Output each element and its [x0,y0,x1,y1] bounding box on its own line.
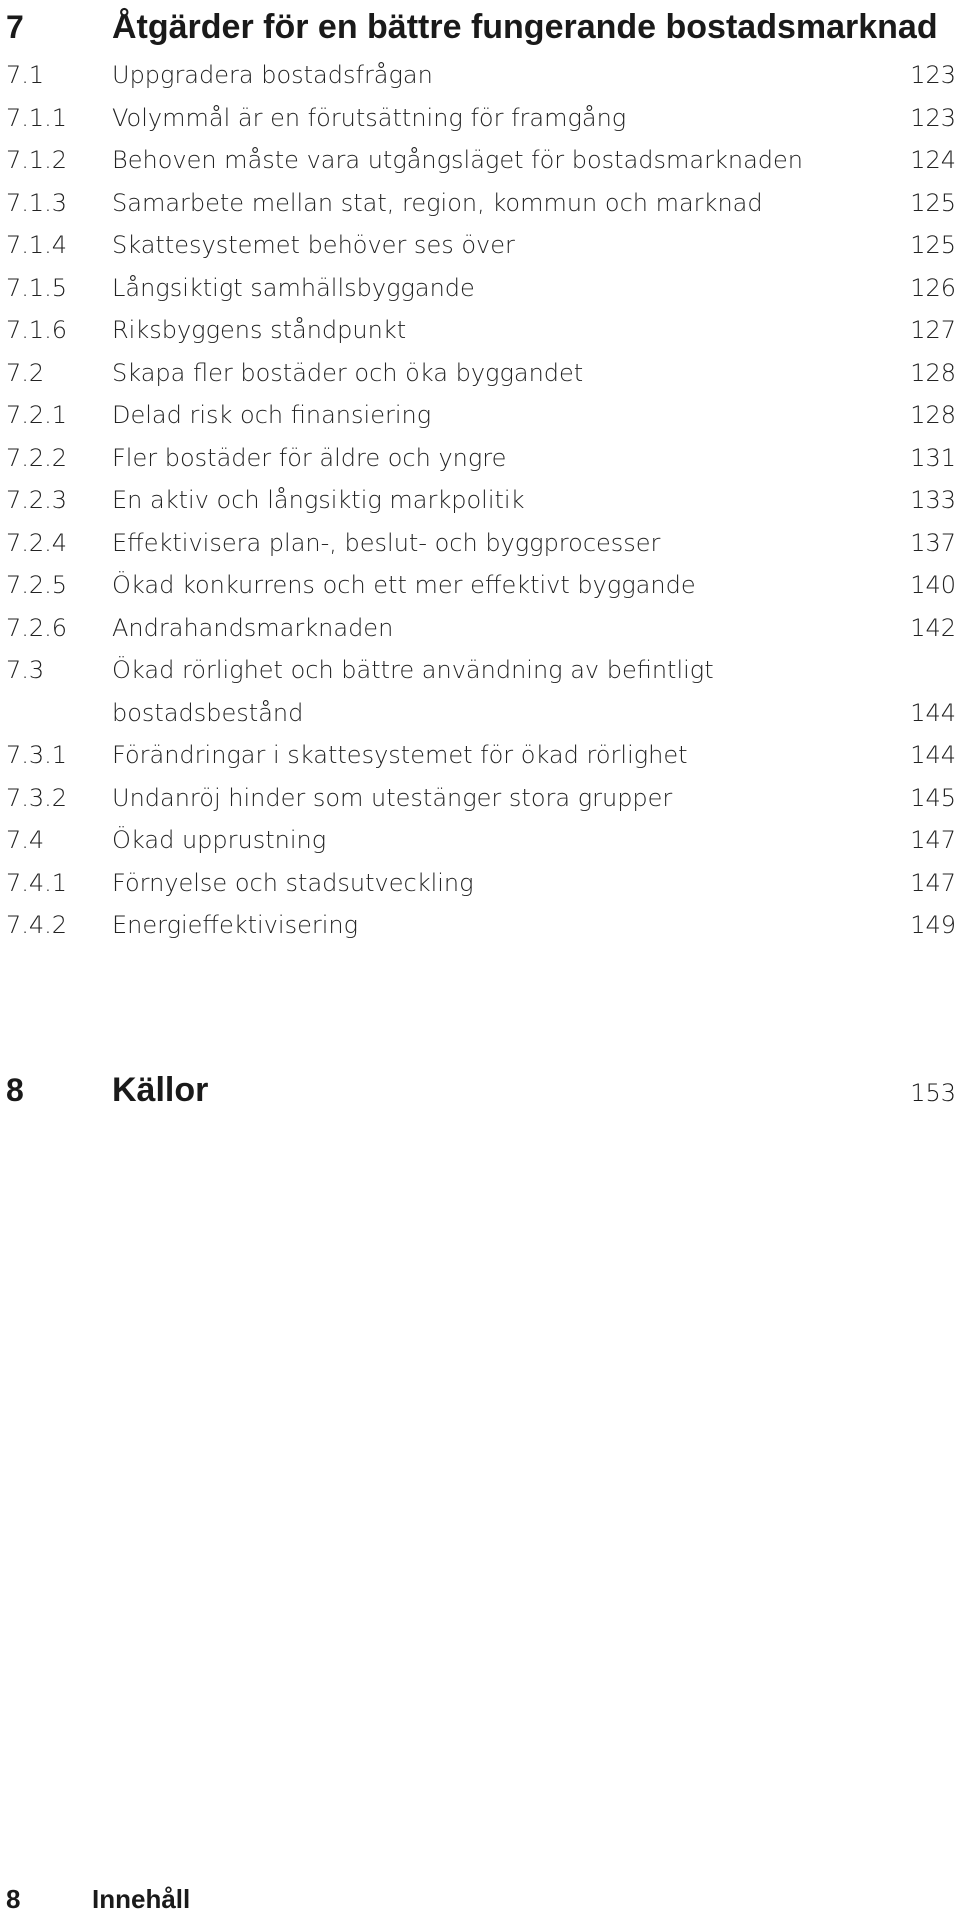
entry-page-number: 149 [910,911,956,939]
entry-title: Långsiktigt samhällsbyggande [112,273,475,302]
table-of-contents [0,0,960,947]
entry-number: 7.1.1 [6,103,68,132]
entry-number: 7.4.2 [6,911,68,939]
entry-page-number: 147 [910,826,956,854]
toc-entry [0,904,960,947]
entry-page-number: 124 [910,146,956,174]
entry-number: 7.1.4 [6,231,68,259]
toc-entry [0,862,960,905]
entry-page-number: 128 [910,401,956,429]
entry-title: Ökad konkurrens och ett mer effektivt byggande [112,571,696,599]
entry-number: 7.1.6 [6,316,68,344]
entry-number: 7.1.5 [6,273,68,302]
toc-entry [0,777,960,820]
entry-page-number: 140 [910,571,956,599]
entry-number: 7.2.4 [6,528,68,557]
entry-page-number: 123 [910,103,956,132]
entry-number: 7.2.6 [6,613,68,642]
entry-title: Riksbyggens ståndpunkt [112,316,407,344]
entry-page-number: 142 [910,613,956,642]
entry-number: 7.1.2 [6,146,68,174]
entry-title: Skattesystemet behöver ses över [112,231,515,259]
entry-title: Ökad upprustning [112,826,327,854]
entry-title: Andrahandsmarknaden [112,613,394,642]
toc-entry [0,819,960,862]
entry-title: Ökad rörlighet och bättre användning av befintligt bostadsbestånd [112,656,714,727]
entry-number: 7.2.1 [6,401,68,429]
entry-number: 7.2.3 [6,486,68,514]
page-footer [0,1884,960,1915]
toc-entry [0,479,960,522]
page-number: 153 [910,1079,956,1107]
entry-number: 7.2.2 [6,443,68,472]
entry-page-number: 144 [910,741,956,769]
footer-section-label: Innehåll [92,1884,191,1914]
entry-title: Behoven måste vara utgångsläget för bostadsmarknaden [112,146,804,174]
entry-number: 7.3.2 [6,783,68,812]
entry-number: 7.2 [6,358,45,387]
toc-entry [0,649,960,734]
entry-title: Uppgradera bostadsfrågan [112,61,433,89]
chapter-title: Åtgärder för en bättre fungerande bostadsmarknad [112,8,938,46]
entry-number: 7.2.5 [6,571,68,599]
entry-page-number: 125 [910,188,956,217]
entry-title: Samarbete mellan stat, region, kommun och marknad [112,188,763,217]
entry-title: Förändringar i skattesystemet för ökad rörlighet [112,741,688,769]
toc-entry [0,54,960,97]
toc-entry [0,139,960,182]
entry-page-number: 131 [910,443,956,472]
entry-title: Energieffektivisering [112,911,358,939]
entry-page-number: 128 [910,358,956,387]
entry-page-number: 125 [910,231,956,259]
toc-entry [0,267,960,310]
toc-entry [0,182,960,225]
chapter-8-heading [0,1066,960,1114]
toc-entry [0,394,960,437]
entry-page-number: 126 [910,273,956,302]
toc-entry [0,437,960,480]
toc-entry [0,309,960,352]
entry-title: Förnyelse och stadsutveckling [112,868,474,897]
entry-number: 7.3 [6,656,45,684]
toc-entries [0,54,960,947]
footer-page-number: 8 [6,1884,21,1914]
toc-entry [0,224,960,267]
entry-number: 7.1 [6,61,45,89]
entry-title: Skapa fler bostäder och öka byggandet [112,358,584,387]
chapter-7-heading [0,2,960,52]
chapter-number: 8 [6,1072,24,1108]
entry-number: 7.4.1 [6,868,68,897]
toc-entry [0,97,960,140]
entry-page-number: 127 [910,316,956,344]
toc-entry [0,607,960,650]
entry-page-number: 145 [910,783,956,812]
entry-title: Delad risk och finansiering [112,401,432,429]
toc-entry [0,734,960,777]
entry-number: 7.4 [6,826,45,854]
entry-page-number: 133 [910,486,956,514]
toc-entry [0,352,960,395]
entry-page-number: 137 [910,528,956,557]
entry-page-number: 123 [910,61,956,89]
chapter-title: Källor [112,1071,209,1109]
entry-title: Effektivisera plan-, beslut- och byggprocesser [112,528,661,557]
entry-page-number: 147 [910,868,956,897]
chapter-number: 7 [6,9,24,45]
entry-page-number: 144 [910,698,956,727]
entry-number: 7.1.3 [6,188,68,217]
entry-title: En aktiv och långsiktig markpolitik [112,486,525,514]
entry-title: Volymmål är en förutsättning för framgång [112,103,627,132]
entry-title: Fler bostäder för äldre och yngre [112,443,507,472]
entry-number: 7.3.1 [6,741,68,769]
entry-title: Undanröj hinder som utestänger stora grupper [112,783,673,812]
toc-entry [0,564,960,607]
toc-entry [0,522,960,565]
